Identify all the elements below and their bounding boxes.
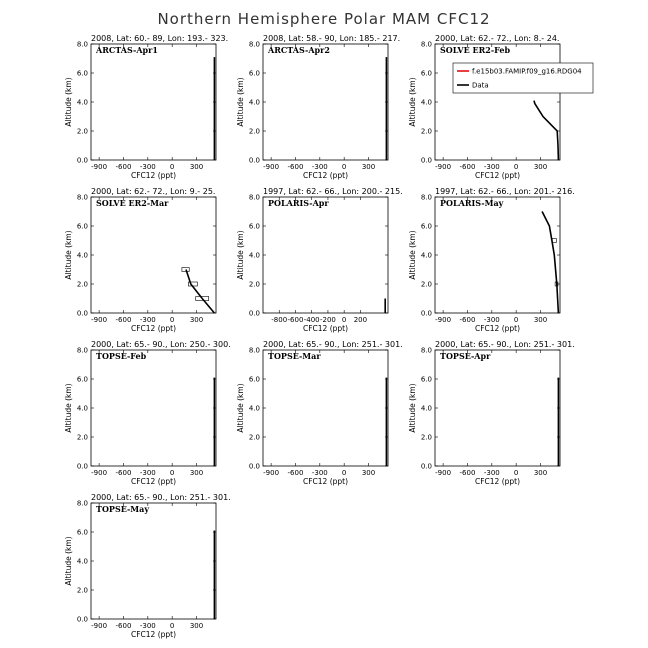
data-profile-line xyxy=(186,270,214,314)
x-axis-label: CFC12 (ppt) xyxy=(302,171,349,180)
y-axis-label: Altitude (km) xyxy=(236,230,245,280)
x-tick-label: 200 xyxy=(353,316,368,324)
data-range-box xyxy=(182,268,189,272)
x-tick-label: -900 xyxy=(91,316,108,324)
y-tick-label: 2.0 xyxy=(420,280,432,289)
y-tick-label: 8.0 xyxy=(420,193,432,202)
panel-label: SOLVE ER2-Mar xyxy=(96,198,169,208)
data-profile-line xyxy=(542,212,558,314)
data-profile-line xyxy=(534,101,558,160)
plot-frame xyxy=(435,197,560,313)
panel-label: TOPSE-Feb xyxy=(96,351,147,361)
x-tick-label: -600 xyxy=(287,163,304,171)
y-tick-label: 4.0 xyxy=(420,251,432,260)
panel-header: 2000, Lat: 65.- 90., Lon: 251.- 301. xyxy=(91,493,231,502)
y-tick-label: 8.0 xyxy=(76,193,88,202)
panel-label: ARCTAS-Apr1 xyxy=(96,45,158,55)
y-tick-label: 4.0 xyxy=(420,98,432,107)
y-tick-label: 6.0 xyxy=(248,222,260,231)
plot-frame xyxy=(435,44,560,160)
panel-label: TOPSE-Apr xyxy=(440,351,491,361)
x-tick-label: 0 xyxy=(341,163,347,171)
y-tick-label: 8.0 xyxy=(420,346,432,355)
y-tick-label: 4.0 xyxy=(76,557,88,566)
plot-frame xyxy=(91,503,216,619)
panel-header: 2000, Lat: 65.- 90., Lon: 250.- 300. xyxy=(91,340,231,349)
y-tick-label: 0.0 xyxy=(420,462,432,471)
x-tick-label: -900 xyxy=(435,469,452,477)
x-tick-label: 300 xyxy=(189,469,204,477)
y-tick-label: 2.0 xyxy=(76,433,88,442)
y-tick-label: 0.0 xyxy=(248,462,260,471)
panel-header: 1997, Lat: 62.- 66., Lon: 200.- 215. xyxy=(263,187,403,196)
x-tick-label: -600 xyxy=(287,316,304,324)
x-tick-label: -300 xyxy=(483,316,500,324)
y-axis-label: Altitude (km) xyxy=(64,383,73,433)
x-axis-label: CFC12 (ppt) xyxy=(130,477,177,486)
panel-header: 2000, Lat: 62.- 72., Lon: 9.- 25. xyxy=(91,187,216,196)
panel-header: 2000, Lat: 65.- 90., Lon: 251.- 301. xyxy=(435,340,575,349)
y-tick-label: 0.0 xyxy=(248,156,260,165)
y-tick-label: 6.0 xyxy=(248,69,260,78)
x-tick-label: -300 xyxy=(139,622,156,630)
x-tick-label: 300 xyxy=(189,622,204,630)
x-axis-label: CFC12 (ppt) xyxy=(474,324,521,333)
x-tick-label: -600 xyxy=(459,469,476,477)
y-tick-label: 0.0 xyxy=(248,309,260,318)
y-tick-label: 4.0 xyxy=(76,251,88,260)
y-tick-label: 8.0 xyxy=(420,40,432,49)
panel-label: SOLVE ER2-Feb xyxy=(440,45,511,55)
y-tick-label: 6.0 xyxy=(420,69,432,78)
plot-frame xyxy=(263,44,388,160)
x-tick-label: -900 xyxy=(91,469,108,477)
x-tick-label: -400 xyxy=(303,316,320,324)
x-tick-label: -600 xyxy=(459,163,476,171)
x-tick-label: -900 xyxy=(91,622,108,630)
x-tick-label: 300 xyxy=(533,316,548,324)
x-tick-label: 0 xyxy=(341,316,347,324)
y-axis-label: Altitude (km) xyxy=(236,383,245,433)
y-tick-label: 4.0 xyxy=(420,404,432,413)
panel-header: 1997, Lat: 62.- 66., Lon: 201.- 216. xyxy=(435,187,575,196)
plot-frame xyxy=(263,350,388,466)
x-tick-label: -600 xyxy=(115,622,132,630)
y-tick-label: 2.0 xyxy=(76,127,88,136)
y-tick-label: 0.0 xyxy=(420,156,432,165)
y-tick-label: 8.0 xyxy=(248,193,260,202)
y-tick-label: 0.0 xyxy=(76,615,88,624)
y-tick-label: 8.0 xyxy=(248,40,260,49)
plot-frame xyxy=(263,197,388,313)
plot-frame xyxy=(91,197,216,313)
y-tick-label: 6.0 xyxy=(420,375,432,384)
y-axis-label: Altitude (km) xyxy=(408,230,417,280)
x-axis-label: CFC12 (ppt) xyxy=(130,324,177,333)
x-axis-label: CFC12 (ppt) xyxy=(302,477,349,486)
panel-header: 2008, Lat: 58.- 90, Lon: 185.- 217. xyxy=(263,34,401,43)
x-tick-label: 0 xyxy=(341,469,347,477)
y-tick-label: 8.0 xyxy=(76,346,88,355)
y-tick-label: 4.0 xyxy=(248,404,260,413)
x-axis-label: CFC12 (ppt) xyxy=(130,171,177,180)
plot-frame xyxy=(91,44,216,160)
figure-title: Northern Hemisphere Polar MAM CFC12 xyxy=(157,10,491,28)
y-tick-label: 6.0 xyxy=(76,222,88,231)
y-tick-label: 6.0 xyxy=(76,375,88,384)
y-tick-label: 4.0 xyxy=(76,404,88,413)
panel-label: TOPSE-Mar xyxy=(268,351,321,361)
y-tick-label: 0.0 xyxy=(420,309,432,318)
y-tick-label: 0.0 xyxy=(76,156,88,165)
y-tick-label: 2.0 xyxy=(248,127,260,136)
y-tick-label: 2.0 xyxy=(420,127,432,136)
panel-header: 2008, Lat: 60.- 89, Lon: 193.- 323. xyxy=(91,34,229,43)
y-tick-label: 6.0 xyxy=(76,69,88,78)
y-axis-label: Altitude (km) xyxy=(64,536,73,586)
legend-label: Data xyxy=(472,81,489,90)
plot-frame xyxy=(435,350,560,466)
x-tick-label: 300 xyxy=(361,469,376,477)
x-tick-label: 300 xyxy=(361,163,376,171)
x-axis-label: CFC12 (ppt) xyxy=(130,630,177,639)
y-tick-label: 2.0 xyxy=(248,433,260,442)
y-tick-label: 8.0 xyxy=(248,346,260,355)
x-tick-label: -200 xyxy=(319,316,336,324)
x-tick-label: 0 xyxy=(513,316,519,324)
x-tick-label: -600 xyxy=(287,469,304,477)
panel-label: ARCTAS-Apr2 xyxy=(268,45,330,55)
legend-label: f.e15b03.FAMIP.f09_g16.RDG04 xyxy=(472,67,582,76)
y-axis-label: Altitude (km) xyxy=(64,230,73,280)
x-tick-label: -800 xyxy=(271,316,288,324)
x-tick-label: -900 xyxy=(435,316,452,324)
y-tick-label: 6.0 xyxy=(76,528,88,537)
y-axis-label: Altitude (km) xyxy=(64,77,73,127)
y-tick-label: 4.0 xyxy=(248,98,260,107)
x-tick-label: 300 xyxy=(189,316,204,324)
x-tick-label: -900 xyxy=(263,469,280,477)
x-tick-label: 0 xyxy=(513,163,519,171)
x-tick-label: 0 xyxy=(169,316,175,324)
y-tick-label: 0.0 xyxy=(76,309,88,318)
y-tick-label: 4.0 xyxy=(76,98,88,107)
x-tick-label: 300 xyxy=(189,163,204,171)
x-axis-label: CFC12 (ppt) xyxy=(474,477,521,486)
x-tick-label: 0 xyxy=(169,469,175,477)
y-axis-label: Altitude (km) xyxy=(408,383,417,433)
x-tick-label: 0 xyxy=(169,163,175,171)
x-tick-label: -300 xyxy=(139,316,156,324)
y-tick-label: 0.0 xyxy=(76,462,88,471)
x-tick-label: -600 xyxy=(459,316,476,324)
panel-header: 2000, Lat: 62.- 72., Lon: 8.- 24. xyxy=(435,34,560,43)
panel-label: POLARIS-Apr xyxy=(268,198,329,208)
x-tick-label: 0 xyxy=(169,622,175,630)
panel-label: TOPSE-May xyxy=(96,504,149,514)
y-tick-label: 4.0 xyxy=(248,251,260,260)
x-tick-label: 300 xyxy=(533,163,548,171)
y-tick-label: 6.0 xyxy=(420,222,432,231)
x-tick-label: 300 xyxy=(533,469,548,477)
panel-header: 2000, Lat: 65.- 90., Lon: 251.- 301. xyxy=(263,340,403,349)
y-tick-label: 2.0 xyxy=(248,280,260,289)
y-tick-label: 8.0 xyxy=(76,499,88,508)
y-tick-label: 2.0 xyxy=(420,433,432,442)
y-axis-label: Altitude (km) xyxy=(408,77,417,127)
plot-frame xyxy=(91,350,216,466)
x-tick-label: -300 xyxy=(139,163,156,171)
x-tick-label: -300 xyxy=(483,163,500,171)
x-tick-label: -600 xyxy=(115,469,132,477)
x-tick-label: -300 xyxy=(311,163,328,171)
x-tick-label: -600 xyxy=(115,316,132,324)
x-tick-label: -900 xyxy=(263,163,280,171)
x-tick-label: -900 xyxy=(91,163,108,171)
x-tick-label: -600 xyxy=(115,163,132,171)
y-tick-label: 2.0 xyxy=(76,586,88,595)
y-tick-label: 8.0 xyxy=(76,40,88,49)
y-tick-label: 2.0 xyxy=(76,280,88,289)
y-tick-label: 6.0 xyxy=(248,375,260,384)
x-tick-label: -300 xyxy=(139,469,156,477)
x-tick-label: 0 xyxy=(513,469,519,477)
x-tick-label: -300 xyxy=(483,469,500,477)
x-axis-label: CFC12 (ppt) xyxy=(302,324,349,333)
x-axis-label: CFC12 (ppt) xyxy=(474,171,521,180)
x-tick-label: -300 xyxy=(311,469,328,477)
panel-label: POLARIS-May xyxy=(440,198,504,208)
y-axis-label: Altitude (km) xyxy=(236,77,245,127)
x-tick-label: -900 xyxy=(435,163,452,171)
